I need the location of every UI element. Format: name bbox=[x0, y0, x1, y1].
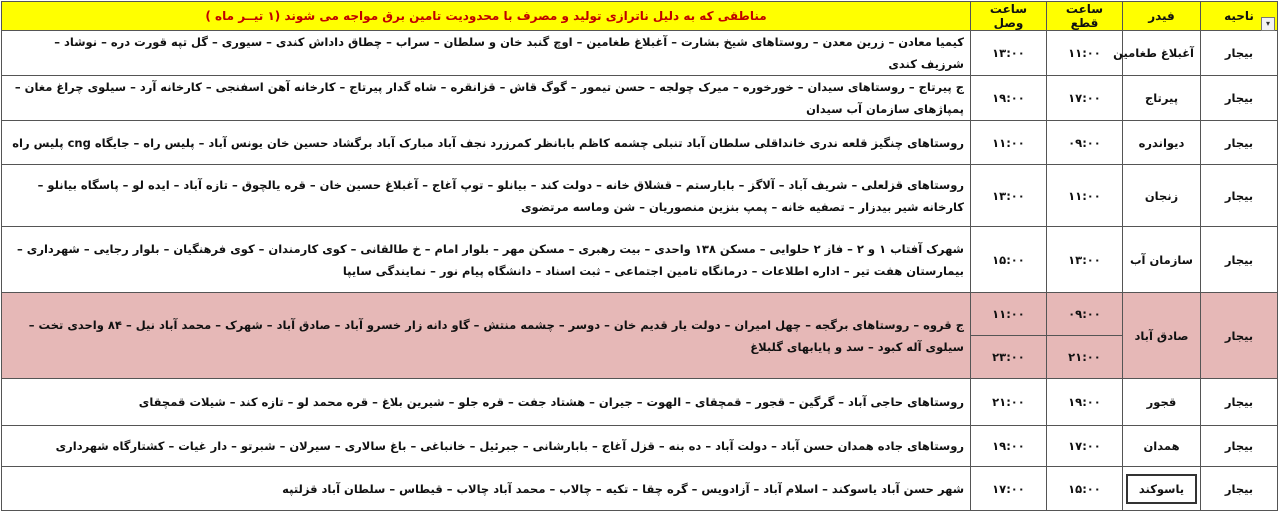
areas-cell: روستاهای قزلعلی – شریف آباد – آلاگز – بابارستم – قشلاق خانه – دولت کند – بیانلو – توپ آغاج – آغبلاغ حسین خان – قره یالچوق – تازه آباد – ایده لو – پاسگاه بیانلو – کارخانه شیر بیدزار – تصفیه خانه – پمپ بنزین منصوریان – شن وماسه مرتضوی bbox=[2, 165, 971, 227]
header-connect-time: ساعت وصل bbox=[971, 2, 1047, 31]
region-cell: بیجار bbox=[1201, 165, 1278, 227]
feeder-cell: آغبلاغ طغامین bbox=[1123, 31, 1201, 76]
header-region-label: ناحیه bbox=[1224, 9, 1254, 23]
region-cell: بیجار bbox=[1201, 121, 1278, 165]
cut-time-cell: ۱۹:۰۰ bbox=[1047, 379, 1123, 426]
table-row bbox=[2, 426, 1278, 467]
areas-cell: کیمیا معادن – زرین معدن – روستاهای شیخ بشارت – آغبلاغ طغامین – اوچ گنبد خان و سلطان – سراب – چطاق داداش کندی – سیوری – گل تپه قورت دره – نوشاد – شرزیف کندی bbox=[2, 31, 971, 76]
header-region[interactable] bbox=[1201, 2, 1278, 31]
areas-cell: روستاهای حاجی آباد – گرگین – قجور – قمچقای – الهوت – جیران – هشتاد جفت – قره جلو – شیرین بلاغ – قره محمد لو – تازه کند – شیلات قمچقای bbox=[2, 379, 971, 426]
feeder-cell: پیرتاج bbox=[1123, 76, 1201, 121]
areas-cell: ج پیرتاج – روستاهای سیدان – خورخوره – میرک چولجه – حسن تیمور – گوگ قاش – قزانقره – شاه گدار پیرتاج – کارخانه آهن اسفنجی – کارخانه آرد – سیلوی چراغ مغان – پمپاژهای سازمان آب سیدان bbox=[2, 76, 971, 121]
table-row bbox=[2, 31, 1278, 76]
connect-time-cell-second: ۲۳:۰۰ bbox=[971, 336, 1047, 379]
feeder-cell-selected[interactable] bbox=[1123, 467, 1201, 511]
filter-dropdown-icon[interactable]: ▾ bbox=[1261, 17, 1275, 31]
feeder-cell: صادق آباد bbox=[1123, 293, 1201, 379]
cut-time-cell: ۰۹:۰۰ bbox=[1047, 293, 1123, 336]
cut-time-cell: ۱۱:۰۰ bbox=[1047, 165, 1123, 227]
header-areas: مناطقی که به دلیل ناترازی تولید و مصرف با محدودیت تامین برق مواجه می شوند (۱ تیــر ماه ) bbox=[2, 2, 971, 31]
table-row bbox=[2, 121, 1278, 165]
connect-time-cell: ۱۱:۰۰ bbox=[971, 293, 1047, 336]
feeder-cell: قجور bbox=[1123, 379, 1201, 426]
header-cut-time: ساعت قطع bbox=[1047, 2, 1123, 31]
cut-time-cell: ۰۹:۰۰ bbox=[1047, 121, 1123, 165]
connect-time-cell: ۲۱:۰۰ bbox=[971, 379, 1047, 426]
connect-time-cell: ۱۹:۰۰ bbox=[971, 426, 1047, 467]
connect-time-cell: ۱۱:۰۰ bbox=[971, 121, 1047, 165]
feeder-cell: دیواندره bbox=[1123, 121, 1201, 165]
connect-time-cell: ۱۷:۰۰ bbox=[971, 467, 1047, 511]
cut-time-cell: ۱۳:۰۰ bbox=[1047, 227, 1123, 293]
connect-time-cell: ۱۹:۰۰ bbox=[971, 76, 1047, 121]
feeder-cell: همدان bbox=[1123, 426, 1201, 467]
cut-time-cell: ۱۷:۰۰ bbox=[1047, 76, 1123, 121]
cut-time-cell: ۱۷:۰۰ bbox=[1047, 426, 1123, 467]
selected-cell-border: یاسوکند bbox=[1126, 474, 1197, 504]
region-cell: بیجار bbox=[1201, 426, 1278, 467]
cut-time-cell-second: ۲۱:۰۰ bbox=[1047, 336, 1123, 379]
cut-time-cell: ۱۵:۰۰ bbox=[1047, 467, 1123, 511]
table-row bbox=[2, 227, 1278, 293]
connect-time-cell: ۱۳:۰۰ bbox=[971, 31, 1047, 76]
table-row bbox=[2, 467, 1278, 511]
region-cell: بیجار bbox=[1201, 379, 1278, 426]
connect-time-cell: ۱۳:۰۰ bbox=[971, 165, 1047, 227]
region-cell: بیجار bbox=[1201, 31, 1278, 76]
table-header-row bbox=[2, 2, 1278, 31]
areas-cell: روستاهای جاده همدان حسن آباد – دولت آباد – ده بنه – قزل آغاج – بابارشانی – جبرئیل – خانباغی – باغ سالاری – سیرلان – شبرتو – دار غیات – کشتارگاه شهرداری bbox=[2, 426, 971, 467]
header-feeder: فیدر bbox=[1123, 2, 1201, 31]
cut-time-cell: ۱۱:۰۰ bbox=[1047, 31, 1123, 76]
feeder-cell: سازمان آب bbox=[1123, 227, 1201, 293]
table-row bbox=[2, 165, 1278, 227]
table-row bbox=[2, 379, 1278, 426]
region-cell: بیجار bbox=[1201, 467, 1278, 511]
power-outage-schedule-table bbox=[1, 1, 1278, 511]
region-cell: بیجار bbox=[1201, 293, 1278, 379]
areas-cell: روستاهای چنگیز قلعه ندری خانداقلی سلطان آباد تنبلی چشمه کاظم بابانظر کمرزرد نجف آباد مبارک آباد برگشاد حسین خان یونس آباد – پلیس راه – جایگاه cng پلیس راه bbox=[2, 121, 971, 165]
region-cell: بیجار bbox=[1201, 76, 1278, 121]
connect-time-cell: ۱۵:۰۰ bbox=[971, 227, 1047, 293]
table-row-highlighted bbox=[2, 293, 1278, 336]
region-cell: بیجار bbox=[1201, 227, 1278, 293]
feeder-cell: زنجان bbox=[1123, 165, 1201, 227]
table-row bbox=[2, 76, 1278, 121]
areas-cell: شهر حسن آباد یاسوکند – اسلام آباد – آزادویس – گره چقا – تکیه – چالاب – محمد آباد چالاب – قیطاس – سلطان آباد قزلتپه bbox=[2, 467, 971, 511]
areas-cell: شهرک آفتاب ۱ و ۲ – فاز ۲ حلوایی – مسکن ۱۳۸ واحدی – بیت رهبری – مسکن مهر – بلوار امام – خ طالقانی – کوی کارمندان – کوی فرهنگیان – بلوار رجایی – شهرداری – بیمارستان هفت تیر – اداره اطلاعات – درمانگاه تامین اجتماعی – ثبت اسناد – دانشگاه پیام نور – نمایندگی سایپا bbox=[2, 227, 971, 293]
areas-cell: ج قروه – روستاهای برگجه – چهل امیران – دولت یار قدیم خان – دوسر – چشمه منتش – گاو دانه زار خسرو آباد – صادق آباد – شهرک – محمد آباد نیل – ۸۴ واحدی تخت –سیلوی آله کبود – سد و پایابهای گلبلاغ bbox=[2, 293, 971, 379]
